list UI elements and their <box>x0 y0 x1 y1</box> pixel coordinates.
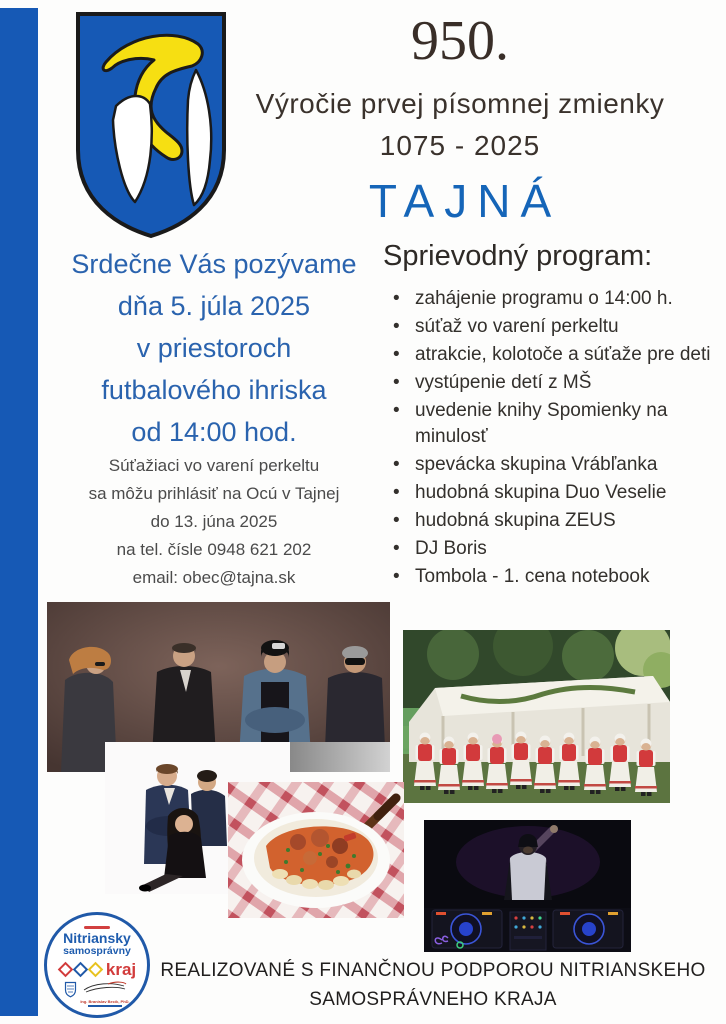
invitation-text <box>38 243 390 453</box>
invitation-line: futbalového ihriska <box>101 375 327 405</box>
anniversary-subtitle: Výročie prvej písomnej zmienky <box>255 88 665 119</box>
program-item: • atrakcie, kolotoče a súťaže pre deti <box>383 342 718 368</box>
invitation-line: dňa 5. júla 2025 <box>117 291 311 321</box>
program-item: • zahájenie programu o 14:00 h. <box>383 286 718 312</box>
diamond-icon <box>73 961 89 977</box>
funding-line1: REALIZOVANÉ S FINANČNOU PODPOROU NITRIANSKEHO <box>160 960 706 981</box>
program-item: • súťaž vo varení perkeltu <box>383 314 718 340</box>
registration-line: do 13. júna 2025 <box>150 512 278 531</box>
program-item: • Tombola - 1. cena notebook <box>383 564 718 590</box>
logo-region-name2: samosprávny <box>63 945 131 957</box>
program-item: • hudobná skupina ZEUS <box>383 508 718 534</box>
logo-region-name: Nitriansky <box>63 930 131 946</box>
diamond-icon <box>88 961 104 977</box>
folk-group-vrablanka-photo <box>403 630 670 803</box>
registration-line: Súťažiaci vo varení perkeltu <box>108 456 320 475</box>
program-item: • spevácka skupina Vrábľanka <box>383 452 718 478</box>
logo-underline <box>88 1005 122 1007</box>
diamond-icon <box>58 961 74 977</box>
left-accent-bar <box>0 8 38 1016</box>
program-list <box>383 286 718 590</box>
small-coat-of-arms-icon <box>64 981 77 998</box>
signature-icon <box>82 981 128 994</box>
anniversary-number: 950. <box>411 10 509 72</box>
dj-boris-photo <box>424 820 631 952</box>
perkelt-food-photo <box>228 782 404 918</box>
funding-line2: SAMOSPRÁVNEHO KRAJA <box>309 989 557 1010</box>
invitation-line: Srdečne Vás pozývame <box>71 249 357 279</box>
program-item: • DJ Boris <box>383 536 718 562</box>
chairman-name: Ing. Branislav Becík, PhD. <box>80 999 130 1004</box>
program-section <box>383 238 718 592</box>
tajna-coat-of-arms-icon <box>72 8 230 242</box>
registration-line: email: obec@tajna.sk <box>132 568 296 587</box>
program-item: • vystúpenie detí z MŠ <box>383 370 718 396</box>
registration-line: sa môžu prihlásiť na Ocú v Tajnej <box>88 484 340 503</box>
invitation-line: od 14:00 hod. <box>131 417 297 447</box>
village-name: TAJNÁ <box>368 175 562 227</box>
anniversary-years: 1075 - 2025 <box>379 130 541 161</box>
invitation-line: v priestoroch <box>136 333 292 363</box>
logo-signature-area <box>47 981 147 1007</box>
registration-line: na tel. čísle 0948 621 202 <box>116 540 312 559</box>
funding-acknowledgement <box>150 956 716 1014</box>
logo-kraj-word: kraj <box>105 959 137 979</box>
poster-header <box>212 10 708 228</box>
logo-small-text-bar <box>84 926 110 929</box>
program-title: Sprievodný program: <box>383 240 653 272</box>
program-item: • uvedenie knihy Spomienky na minulosť <box>383 398 718 450</box>
nsk-region-logo <box>44 912 150 1018</box>
registration-info <box>34 452 394 592</box>
logo-diamonds-row <box>47 960 147 978</box>
program-item: • hudobná skupina Duo Veselie <box>383 480 718 506</box>
